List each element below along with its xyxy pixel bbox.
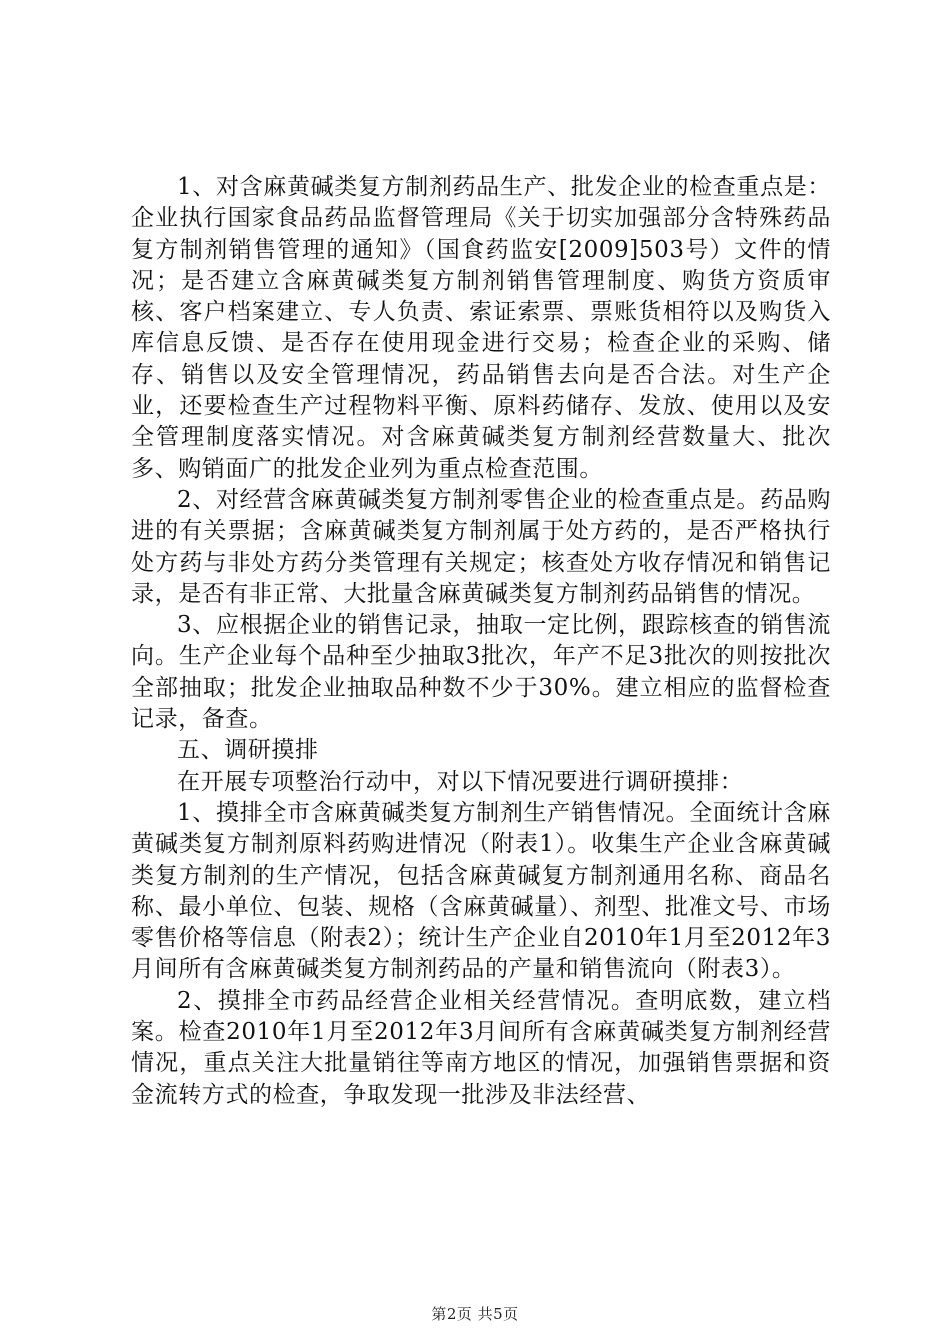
page-number-footer: 第2页 共5页 xyxy=(431,1305,519,1323)
document-body xyxy=(131,172,831,1111)
paragraph-2: 2、对经营含麻黄碱类复方制剂零售企业的检查重点是。药品购进的有关票据；含麻黄碱类复方制剂属于处方药的，是否严格执行处方药与非处方药分类管理有关规定；核查处方收存情况和销售记录，是否有非正常、大批量含麻黄碱类复方制剂药品销售的情况。 xyxy=(131,486,831,607)
paragraph-1: 1、对含麻黄碱类复方制剂药品生产、批发企业的检查重点是：企业执行国家食品药品监督管理局《关于切实加强部分含特殊药品复方制剂销售管理的通知》（国食药监安[2009]503号）文件的情况；是否建立含麻黄碱类复方制剂销售管理制度、购货方资质审核、客户档案建立、专人负责、索证索票、票账货相符以及购货入库信息反馈、是否存在使用现金进行交易；检查企业的采购、储存、销售以及安全管理情况，药品销售去向是否合法。对生产企业，还要检查生产过程物料平衡、原料药储存、发放、使用以及安全管理制度落实情况。对含麻黄碱类复方制剂经营数量大、批次多、购销面广的批发企业列为重点检查范围。 xyxy=(131,174,831,482)
paragraph-3: 3、应根据企业的销售记录，抽取一定比例，跟踪核查的销售流向。生产企业每个品种至少抽取3批次，年产不足3批次的则按批次全部抽取；批发企业抽取品种数不少于30%。建立相应的监督检查记录，备查。 xyxy=(131,612,831,733)
paragraph-5: 2、摸排全市药品经营企业相关经营情况。查明底数，建立档案。检查2010年1月至2012年3月间所有含麻黄碱类复方制剂经营情况，重点关注大批量销往等南方地区的情况，加强销售票据和资金流转方式的检查，争取发现一批涉及非法经营、 xyxy=(131,987,831,1108)
section-heading: 五、调研摸排 xyxy=(177,737,319,764)
paragraph-4: 1、摸排全市含麻黄碱类复方制剂生产销售情况。全面统计含麻黄碱类复方制剂原料药购进情况（附表1）。收集生产企业含麻黄碱类复方制剂的生产情况，包括含麻黄碱复方制剂通用名称、商品名称、最小单位、包装、规格（含麻黄碱量）、剂型、批准文号、市场零售价格等信息（附表2）；统计生产企业自2010年1月至2012年3月间所有含麻黄碱类复方制剂药品的产量和销售流向（附表3）。 xyxy=(131,799,831,983)
paragraph-intro: 在开展专项整治行动中，对以下情况要进行调研摸排： xyxy=(177,768,744,795)
